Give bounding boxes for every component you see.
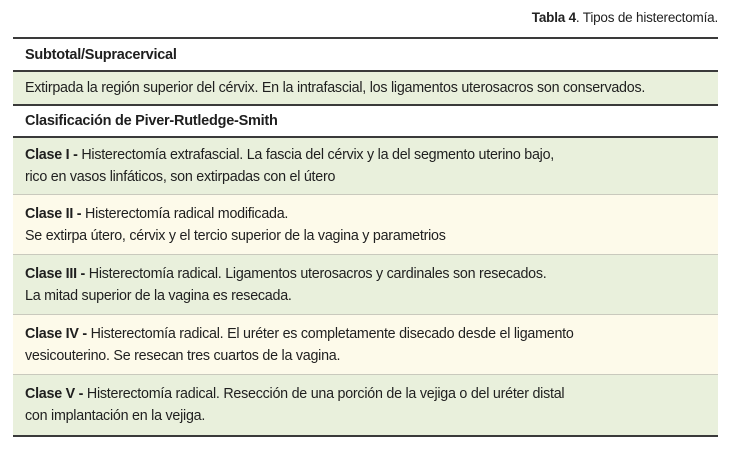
section-header-subtotal-text: Subtotal/Supracervical [25,46,177,63]
table-caption-text: . Tipos de histerectomía. [575,10,718,25]
class-label: Clase I - [25,147,82,163]
class-description: Histerectomía radical. Resección de una porción de la vejiga o del uréter distal [86,386,565,402]
table-caption [532,10,718,25]
class-row-line2: La mitad superior de la vagina es resecada. [25,287,292,304]
class-label: Clase III - [25,265,89,282]
class-row [13,375,718,435]
class-row [13,195,718,255]
class-row-line1 [25,144,706,166]
class-label: Clase V - [25,386,87,402]
class-description: Histerectomía radical. Ligamentos uterosacros y cardinales son resecados. [88,265,547,282]
class-row-line1 [25,203,706,225]
class-row-line1 [25,383,706,405]
class-row [13,315,718,375]
table-caption-label: Tabla 4 [531,10,576,25]
class-description: Histerectomía radical modificada. [85,205,289,222]
section-header-piver [13,106,718,138]
class-row-line2: con implantación en la vejiga. [25,408,206,424]
hysterectomy-types-table [13,37,718,437]
class-row-line1 [25,323,706,345]
class-label: Clase IV - [25,325,91,342]
class-row-line2: vesicouterino. Se resecan tres cuartos de la vagina. [25,347,341,364]
class-description: Histerectomía extrafascial. La fascia del cérvix y la del segmento uterino bajo, [81,147,554,163]
class-description: Histerectomía radical. El uréter es completamente disecado desde el ligamento [90,325,574,342]
subtotal-description-row [13,72,718,106]
section-header-subtotal [13,39,718,72]
class-row [13,255,718,315]
class-row-line1 [25,263,706,285]
class-row [13,138,718,195]
class-row-line2: Se extirpa útero, cérvix y el tercio superior de la vagina y parametrios [25,227,446,244]
section-header-piver-text: Clasificación de Piver-Rutledge-Smith [25,113,278,129]
subtotal-description-text: Extirpada la región superior del cérvix. En la intrafascial, los ligamentos uterosacros son conservados. [25,80,646,96]
class-row-line2: rico en vasos linfáticos, son extirpadas con el útero [25,169,336,185]
class-label: Clase II - [25,205,86,222]
